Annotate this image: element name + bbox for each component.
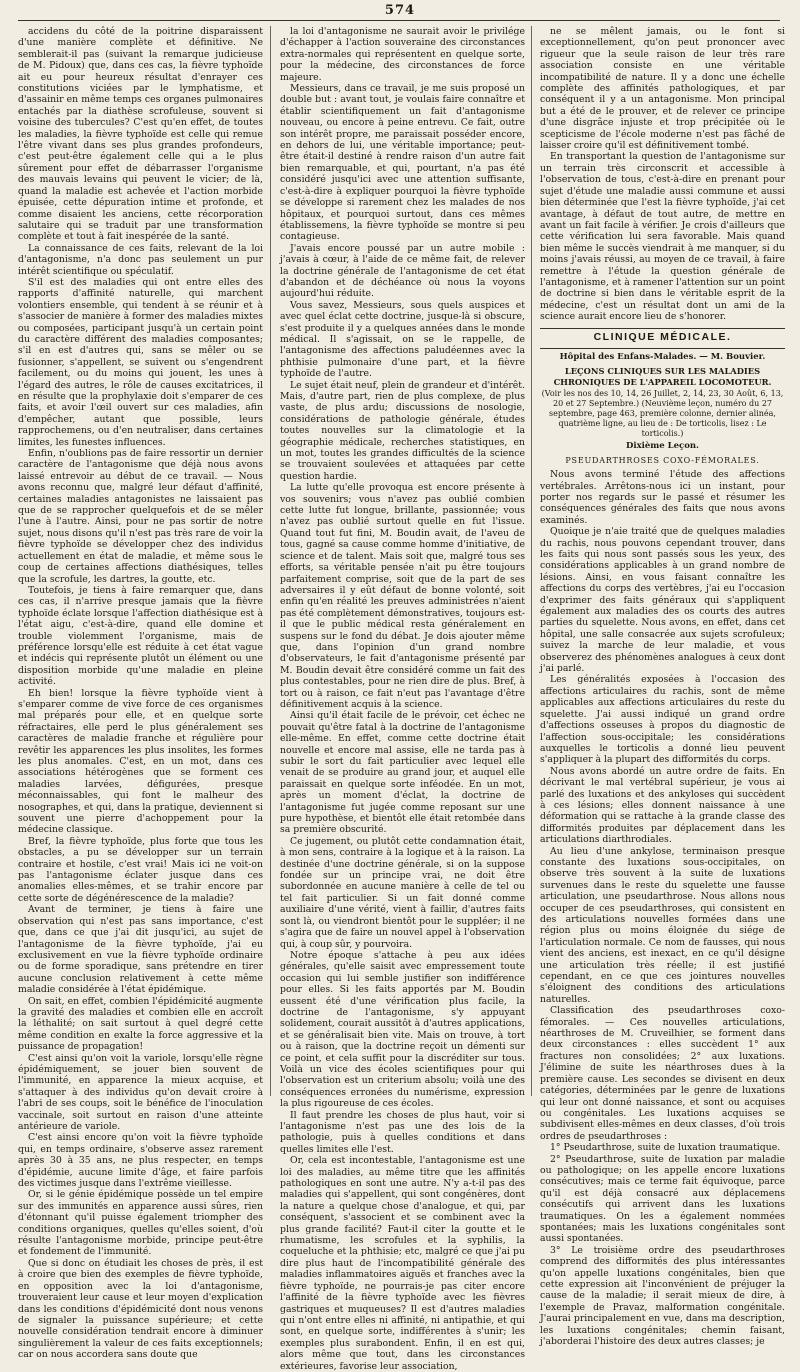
column-2 bbox=[280, 26, 525, 1372]
column-divider bbox=[531, 26, 532, 1096]
paragraph: Notre époque s'attache à peu aux idées générales, qu'elle saisit avec empressement toute occasion qui lui semble justifier son indifférence pour elles. Si les faits apportés par M. Boudin eussent été d'une vérification plus facile, la doctrine de l'antagonisme, s'y appuyant solidement, courait aussitôt à d'autres applications, et se généralisait bien vite. Mais on trouve, à tort ou à raison, que la doctrine reçoit un démenti sur ce point, et cela suffit pour la discréditer sur tous. Voilà un vice des écoles scientifiques pour qui l'observation est un criterium absolu; voilà une des conséquences erronées du numérisme, expression la plus rigoureuse de ces écoles. bbox=[280, 949, 525, 1110]
paragraph: ne se mêlent jamais, ou le font si exceptionnellement, qu'on peut prononcer avec rigueur que la seule raison de leur très rare association consiste en une véritable incompatibilité de nature. Il y a donc une échelle complète des affinités pathologiques, et par conséquent il y a un antagonisme. Mon principal but a été de le prouver, et de relever ce principe d'une disgrâce injuste et trop précipitée où le scepticisme de l'école moderne n'est pas fâché de laisser croire qu'il est définitivement tombé. bbox=[540, 26, 785, 152]
hospital-heading: Hôpital des Enfans-Malades. — M. Bouvier. bbox=[559, 351, 766, 362]
paragraph: On sait, en effet, combien l'épidémicité augmente la gravité des maladies et combien elle en accroît la léthalité; on sait surtout à quel degré cette même condition en exalte la force aggressive et la puissance de propagation! bbox=[18, 995, 263, 1053]
paragraph: J'avais encore poussé par un autre mobile : j'avais à cœur, à l'aide de ce même fait, de relever la doctrine générale de l'antagonisme de cet état d'abandon et de déchéance où nous la voyons aujourd'hui réduite. bbox=[280, 242, 525, 300]
column-divider bbox=[270, 26, 271, 1096]
paragraph: Enfin, n'oublions pas de faire ressortir un dernier caractère de l'antagonisme que déjà nous avons laissé entrevoir au début de ce travail. — Nous avons reconnu que, malgré leur défaut d'affinité, certaines maladies antagonistes ne laissaient pas que de se rapprocher quelquefois et de se mêler l'une à l'autre. Ainsi, pour ne pas sortir de notre sujet, nous disons qu'il n'est pas très rare de voir la fièvre typhoïde se développer chez des individus actuellement en état de maladie, et même sous le coup de certaines affections diathésiques, telles que la scrofule, les dartres, la goutte, etc. bbox=[18, 448, 263, 585]
paragraph: Ce jugement, ou plutôt cette condamnation était, à mon sens, contraire à la logique et à la raison. La destinée d'une doctrine générale, si on la suppose fondée sur un principe vrai, ne doit être subordonnée en aucune manière à celle de tel ou tel fait particulier. Si un fait donné comme auxiliaire d'une vérité, vient à faillir, d'autres faits sont là, ou viendront bientôt pour le suppléer; il ne s'agira que de faire un nouvel appel à l'observation qui, à coup sûr, y pourvoira. bbox=[280, 835, 525, 950]
paragraph: Au lieu d'une ankylose, terminaison presque constante des luxations sous-occipitales, on observe très souvent à la suite de luxations survenues dans le reste du squelette une fausse articulation, une pseudarthrose. Nous allons nous occuper de ces pseudarthroses, qui consistent en des articulations nouvelles formées dans une région plus ou moins éloignée du siége de l'articulation normale. Ce nom de fausses, qui nous vient des anciens, est inexact, en ce qu'il désigne une articulation très réelle; il est justifié cependant, en ce que ces jointures nouvelles s'éloignent des conditions des articulations naturelles. bbox=[540, 845, 785, 1005]
paragraph: Nous avons abordé un autre ordre de faits. En décrivant le mal vertébral supérieur, je vous ai parlé des luxations et des ankyloses qui succèdent à ces lésions; elles donnent naissance à une déformation qui se rattache à la grande classe des difformités produites par déplacement dans les articulations diarthrodiales. bbox=[540, 765, 785, 846]
section-rule bbox=[540, 328, 785, 329]
paragraph: Vous savez, Messieurs, sous quels auspices et avec quel éclat cette doctrine, jusque-là si obscure, s'est produite il y a quelques années dans le monde médical. Il s'agissait, on se le rappelle, de l'antagonisme des affections paludéennes avec la phthisie pulmonaire d'une part, et la fièvre typhoïde de l'autre. bbox=[280, 299, 525, 380]
lesson-heading: Dixième Leçon. bbox=[625, 441, 700, 452]
paragraph: S'il est des maladies qui ont entre elles des rapports d'affinité naturelle, qui marchent volontiers ensemble, qui tendent à se réunir et à s'associer de manière à former des maladies mixtes ou composées, participant jusqu'à un certain point du caractère différent des maladies composantes; s'il en est d'autres qui, sans se mêler ou se fusionner, s'appellent, se suivent ou s'engendrent facilement, ou du moins qui jouent, les unes à l'égard des autres, le rôle de causes excitatrices, il en résulte que la prophylaxie doit s'emparer de ces faits, et avoir l'œil ouvert sur ces maladies, afin d'empêcher, autant que possible, leurs rapprochemens, ou d'en neutraliser, dans certaines limites, les funestes influences. bbox=[18, 276, 263, 448]
paragraph: Toutefois, je tiens à faire remarquer que, dans ces cas, il n'arrive presque jamais que la fièvre typhoïde éclate lorsque l'affection diathésique est à l'état aigu, c'est-à-dire, quand elle domine et trouble violemment l'organisme, mais de préférence lorsqu'elle est réduite à cet état vague et indécis qui représente plutôt un élément ou une disposition morbide qu'une maladie en pleine activité. bbox=[18, 584, 263, 688]
paragraph: Il faut prendre les choses de plus haut, voir si l'antagonisme n'est pas une des lois de la pathologie, puis à quelles conditions et dans quelles limites elle l'est. bbox=[280, 1109, 525, 1155]
paragraph: Or, si le génie épidémique possède un tel empire sur des immunités en apparence aussi sûres, rien d'étonnant qu'il puisse également triompher des conditions organiques, quelles qu'elles soient, d'où résulte l'antagonisme morbide, principe peut-être et fondement de l'immunité. bbox=[18, 1189, 263, 1258]
paragraph: La lutte qu'elle provoqua est encore présente à vos souvenirs; vous n'avez pas oublié combien cette lutte fut longue, brillante, passionnée; vous n'avez pas oublié surtout quelle en fut l'issue. Quand tout fut fini, M. Boudin avait, de l'aveu de tous, gagné sa cause comme homme d'initiative, de science et de talent. Mais soit que, malgré tous ses efforts, sa véritable pensée n'ait pu être toujours parfaitement comprise, soit que de la part de ses adversaires il y eût défaut de bonne volonté, soit enfin qu'en réalité les preuves administrées n'aient pas été complètement démonstratives, toujours est-il que le public médical resta généralement en suspens sur le fond du débat. Je dois ajouter même que, dans l'opinion d'un grand nombre d'observateurs, le fait d'antagonisme présenté par M. Boudin devait être considéré comme un fait des plus contestables, pour ne rien dire de plus. Bref, à tort ou à raison, ce fait n'eut pas l'avantage d'être définitivement acquis à la science. bbox=[280, 482, 525, 710]
column-1 bbox=[18, 26, 263, 1361]
paragraph: la loi d'antagonisme ne saurait avoir le privilége d'échapper à l'action souveraine des circonstances extra-normales qui représentent en quelque sorte, pour la médecine, des circonstances de force majeure. bbox=[280, 26, 525, 83]
paragraph: En transportant la question de l'antagonisme sur un terrain très circonscrit et accessible à l'observation de tous, c'est-à-dire en prenant pour sujet d'étude une maladie aussi commune et aussi bien déterminée que l'est la fièvre typhoïde, j'ai cet avantage, à défaut de tout autre, de mettre en avant un fait facile à vérifier. Je crois d'ailleurs que cette vérification lui sera favorable. Mais quand bien même le succès viendrait à me manquer, si du moins j'avais réussi, au moyen de ce travail, à faire remettre à l'étude la question générale de l'antagonisme, et à ramener l'attention sur un point de doctrine si bien dans le véritable esprit de la médecine, c'est un résultat dont un ami de la science aurait encore lieu de s'honorer. bbox=[540, 151, 785, 323]
lesson-subtitle: PSEUDARTHROSES COXO-FÉMORALES. bbox=[565, 455, 760, 465]
column-3 bbox=[540, 26, 785, 1348]
paragraph: accidens du côté de la poitrine disparaissent d'une manière complète et définitive. Ne semblerait-il pas (suivant la remarque judicieuse de M. Pidoux) que, dans ces cas, la fièvre typhoïde ait eu pour heureux résultat d'enrayer ces constitutions viciées par le lymphatisme, et d'assainir en même temps ces organes pulmonaires entachés par la diathèse scrofuleuse, souvent si voisine des tubercules? C'est qu'en effet, de toutes les maladies, la fièvre typhoïde est celle qui remue l'être vivant dans ses plus grandes profondeurs, c'est peut-être également celle qui a le plus sûrement pour effet de débarrasser l'organisme des mauvais levains qui peuvent le vicier; de là, quand la maladie est achevée et l'action morbide épuisée, cette dépuration intime et profonde, et comme disaient les anciens, cette récorporation salutaire qui se traduit par une transformation complète et tout à fait inespérée de la santé. bbox=[18, 26, 263, 243]
paragraph: 2° Pseudarthrose, suite de luxation par maladie ou pathologique; on les appelle encore luxations consécutives; mais ce terme fait équivoque, parce qu'il est déjà consacré aux déplacemens consécutifs qui arrivent dans les luxations traumatiques. On les a également nommées spontanées; mais les luxations congénitales sont aussi spontanées. bbox=[540, 1153, 785, 1245]
paragraph: Avant de terminer, je tiens à faire une observation qui n'est pas sans importance, c'est que, dans ce que j'ai dit jusqu'ici, au sujet de l'antagonisme de la fièvre typhoïde, j'ai eu exclusivement en vue la fièvre typhoïde ordinaire ou de forme sporadique, sans prétendre en tirer aucune conclusion relativement à cette même maladie considérée à l'état épidémique. bbox=[18, 904, 263, 996]
paragraph: Quoique je n'aie traité que de quelques maladies du rachis, nous pouvons cependant trouver, dans les faits qui nous sont passés sous les yeux, des considérations applicables à un grand nombre de lésions. Ainsi, en vous faisant connaître les affections du corps des vertèbres, j'ai eu l'occasion d'exprimer des faits généraux qui s'appliquent également aux maladies des os courts des autres parties du squelette. Nous avons, en effet, dans cet hôpital, une salle consacrée aux sujets scrofuleux; suivez la marche de leur maladie, et vous observerez des phénomènes analogues à ceux dont j'ai parlé. bbox=[540, 526, 785, 675]
paragraph: Nous avons terminé l'étude des affections vertébrales. Arrêtons-nous ici un instant, pour porter nos regards sur le passé et résumer les conséquences générales des faits que nous avons examinés. bbox=[540, 469, 785, 526]
paragraph: C'est ainsi qu'on voit la variole, lorsqu'elle règne épidémiquement, se jouer bien souvent de l'immunité, en apparence la mieux acquise, et s'attaquer à des individus qu'on devait croire à l'abri de ses coups, soit le bénéfice de l'inoculation vaccinale, soit surtout en raison d'une atteinte antérieure de variole. bbox=[18, 1052, 263, 1132]
paragraph: C'est ainsi encore qu'on voit la fièvre typhoïde qui, en temps ordinaire, s'observe assez rarement après 30 à 35 ans, ne plus respecter, en temps d'épidémie, aucune limite d'âge, et faire parfois des victimes jusque dans l'extrême vieillesse. bbox=[18, 1132, 263, 1190]
section-title: CLINIQUE MÉDICALE. bbox=[593, 330, 732, 343]
paragraph: 3° Le troisième ordre des pseudarthroses comprend des difformités des plus intéressantes qu'on appelle luxations congénitales, bien que cette expression ait l'inconvénient de préjuger la cause de la maladie; il serait mieux de dire, à l'exemple de Pravaz, malformation congénitale. J'aurai principalement en vue, dans ma description, les luxations congénitales; chemin faisant, j'aborderai l'histoire des deux autres classes; je bbox=[540, 1244, 785, 1348]
paragraph: Ainsi qu'il était facile de le prévoir, cet échec ne pouvait qu'être fatal à la doctrine de l'antagonisme elle-même. En effet, comme cette doctrine était nouvelle et encore mal assise, elle ne tarda pas à subir le sort du fait particulier avec lequel elle venait de se produire au grand jour, et auquel elle paraissait en quelque sorte inféodée. En un mot, après un moment d'éclat, la doctrine de l'antagonisme fut jugée comme reposant sur une pure hypothèse, et bientôt elle était retombée dans sa première obscurité. bbox=[280, 710, 525, 836]
header-rule bbox=[18, 20, 780, 21]
paragraph: Classification des pseudarthroses coxo-fémorales. — Ces nouvelles articulations, néarthroses de M. Cruveilhier, se forment dans deux circonstances : elles succèdent 1° aux fractures non consolidées; 2° aux luxations. J'élimine de suite les néarthroses dues à la première cause. Les secondes se divisent en deux catégories, déterminées par le genre de luxations qui leur ont donné naissance, et sont ou acquises ou congénitales. Les luxations acquises se subdivisent elles-mêmes en deux classes, d'où trois ordres de pseudarthroses : bbox=[540, 1005, 785, 1142]
paragraph: 1° Pseudarthrose, suite de luxation traumatique. bbox=[550, 1142, 781, 1154]
paragraph: La connaissance de ces faits, relevant de la loi d'antagonisme, n'a donc pas seulement un pur intérêt scientifique ou spéculatif. bbox=[18, 242, 263, 277]
paragraph: Le sujet était neuf, plein de grandeur et d'intérêt. Mais, d'autre part, rien de plus complexe, de plus vaste, de plus ardu; discussions de nosologie, considérations de pathologie générale, études toutes nouvelles sur la climatologie et la géographie médicale, recherches statistiques, en un mot, toutes les grandes difficultés de la science se trouvaient soulevées et attaquées par cette question hardie. bbox=[280, 379, 525, 482]
paragraph: Or, cela est incontestable, l'antagonisme est une loi des maladies, au même titre que les affinités pathologiques en sont une autre. N'y a-t-il pas des maladies qui s'appellent, qui sont congénères, dont la nature a quelque chose d'analogue, et qui, par conséquent, s'associent et se combinent avec la plus grande facilité? Faut-il citer la goutte et le rhumatisme, les scrofules et la syphilis, la coqueluche et la phthisie; etc, malgré ce que j'ai pu dire plus haut de l'incompatibilité générale des maladies inflammatoires aiguës et franches avec la fièvre typhoïde, ne pourrais-je pas citer encore l'affinité de la fièvre typhoïde avec les fièvres gastriques et muqueuses? Il est d'autres maladies qui n'ont entre elles ni affinité, ni antipathie, et qui sont, en quelque sorte, indifférentes à s'unir; les exemples plus surabondent. Enfin, il en est qui, alors même que tout, dans les circonstances extérieures, favorise leur association, bbox=[280, 1155, 525, 1372]
course-title: LEÇONS CLINIQUES SUR LES MALADIES CHRONIQUES DE L'APPAREIL LOCOMOTEUR. bbox=[553, 366, 772, 387]
page-number: 574 bbox=[384, 3, 416, 18]
paragraph: Eh bien! lorsque la fièvre typhoïde vient à s'emparer comme de vive force de ces organismes mal préparés pour elle, et en quelque sorte réfractaires, elle perd le plus généralement ses caractères de maladie franche et régulière pour revêtir les apparences les plus insolites, les formes les plus anomales. C'est, en un mot, dans ces associations hétérogènes que se forment ces maladies larvées, défigurées, presque méconnaissables, qui font le malheur des nosographes, et qui, dans la pratique, deviennent si souvent une pierre d'achoppement pour la médecine classique. bbox=[18, 687, 263, 836]
paragraph: Que si donc on étudiait les choses de près, il est à croire que bien des exemples de fièvre typhoïde, en opposition avec la loi d'antagonisme, trouveraient leur cause et leur moyen d'explication dans les conditions d'épidémicité dont nous venons de signaler la puissance supérieure; et cette nouvelle considération tendrait encore à diminuer singulièrement la valeur de ces faits exceptionnels; car on nous accordera sans doute que bbox=[18, 1257, 263, 1361]
paragraph: Messieurs, dans ce travail, je me suis proposé un double but : avant tout, je voulais faire connaître et établir scientifiquement un fait d'antagonisme nouveau, ou encore à peine entrevu. Ce fait, outre son intérêt propre, me paraissait posséder encore, en dehors de lui, une véritable importance; peut-être était-il destiné à rendre raison d'un autre fait bien remarquable, et qui, pourtant, n'a pas été considéré jusqu'ici avec une attention suffisante, c'est-à-dire à expliquer pourquoi la fièvre typhoïde se développe si rarement chez les malades de nos hôpitaux, et pourquoi surtout, dans ces mêmes établissemens, la fièvre typhoïde se montre si peu contagieuse. bbox=[280, 83, 525, 243]
paragraph: Les généralités exposées à l'occasion des affections articulaires du rachis, sont de même applicables aux affections articulaires du reste du squelette. J'ai aussi indiqué un grand ordre d'affections osseuses à propos du diagnostic de l'affection sous-occipitale; les considérations auxquelles le torticolis a donné lieu peuvent s'appliquer à la plupart des difformités du corps. bbox=[540, 674, 785, 766]
paragraph: Bref, la fièvre typhoïde, plus forte que tous les obstacles, a pu se développer sur un terrain contraire et hostile, c'est vrai! Mais ici ne voit-on pas l'antagonisme éclater jusque dans ces anomalies elles-mêmes, et se trahir encore par cette sorte de dégénérescence de la maladie? bbox=[18, 835, 263, 904]
section-rule bbox=[540, 348, 785, 349]
course-note: (Voir les nos des 10, 14, 26 Juillet, 2, 14, 23, 30 Août, 6, 13, 20 et 27 Septembre.) (Neuvième leçon, numéro du 27 septembre, page 463, première colonne, dernier alinéa, quatrième ligne, au lieu de : De torticolis, lisez : Le torticolis.) bbox=[541, 389, 784, 438]
